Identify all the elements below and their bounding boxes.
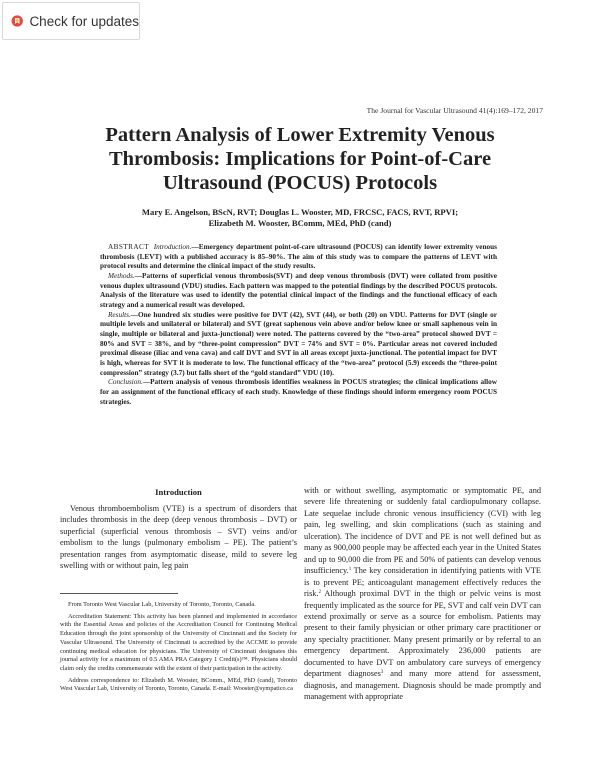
abstract-results-text: —One hundred six studies were positive for DVT (42), SVT (44), or both (20) on VDU. Patterns for DVT (single or multiple levels and unilateral or bilateral) and SVT (great saphenous vein above and/or below knee or small saphenous vein in single, multiple or bilateral and juxta-junctional) were noted. The patterns covered by the “two-area” protocol showed DVT = 80% and SVT = 38%, and by “three-point compression” DVT = 74% and SVT = 0%. Particular areas not covered included proximal disease (iliac and vena cava) and calf DVT and SVT in all areas except juxta-junctional. The potential impact for DVT is high, whereas for SVT it is moderate to low. The functional efficacy of the “two-area” protocol (5.9) exceeds the “three-point compression” strategy (3.7) but falls short of the “gold standard” VDU (10). bbox=[100, 310, 497, 377]
author-line: Elizabeth M. Wooster, BComm, MEd, PhD (cand) bbox=[208, 218, 392, 228]
abstract-methods-text: —Patterns of superficial venous thrombosis(SVT) and deep venous thrombosis (DVT) were collated from positive venous duplex ultrasound (VDU) studies. Each pattern was mapped to the potential findings by the described POCUS protocols. Analysis of the literature was used to identify the potential clinical impact of the findings and the functional efficacy of each strategy and a numerical result was developed. bbox=[100, 271, 497, 309]
accreditation-note: Accreditation Statement: This activity has been planned and implemented in accordance with the Essential Areas and policies of the Accreditation Council for Continuing Medical Education through the joint sponsorship of the University of Cincinnati and the Society for Vascular Ultrasound. The University of Cincinnati is accredited by the ACCME to provide continuing medical education for physicians. The University of Cincinnati designates this journal activity for a maximum of 0.5 AMA PRA Category 1 Credit(s)™. Physicians should claim only the credits commensurate with the extent of their participation in the activity. bbox=[60, 612, 297, 672]
check-for-updates-label: Check for updates bbox=[29, 13, 139, 29]
body-column-right bbox=[304, 485, 541, 703]
abstract bbox=[100, 243, 497, 407]
abstract-conclusion-text: —Pattern analysis of venous thrombosis identifies weakness in POCUS strategies; the clinical implications allow for an assignment of the functional efficacy of each study. Knowledge of these findings should inform emergency room POCUS strategies. bbox=[100, 378, 497, 406]
abstract-methods bbox=[100, 272, 497, 311]
abstract-methods-label: Methods. bbox=[108, 271, 135, 280]
abstract-intro-label: Introduction. bbox=[153, 243, 192, 251]
body-text: The key consideration in identifying patients with VTE is to prevent PE; anticoagulant management effectively reduces the risk. bbox=[304, 566, 541, 599]
title-line: Pattern Analysis of Lower Extremity Venous bbox=[105, 124, 495, 146]
article-title bbox=[60, 123, 540, 195]
abstract-conclusion bbox=[100, 378, 497, 407]
check-for-updates-badge[interactable] bbox=[2, 2, 140, 40]
title-line: Ultrasound (POCUS) Protocols bbox=[162, 172, 438, 194]
abstract-conclusion-label: Conclusion. bbox=[108, 378, 143, 387]
abstract-introduction bbox=[100, 243, 497, 272]
journal-citation: The Journal for Vascular Ultrasound 41(4):169–172, 2017 bbox=[366, 106, 543, 115]
check-for-updates-icon bbox=[11, 10, 23, 32]
reference-marker[interactable]: 3 bbox=[380, 670, 384, 676]
body-column-left bbox=[60, 503, 297, 572]
reference-marker[interactable]: 2 bbox=[318, 590, 322, 596]
footnote-divider bbox=[60, 593, 178, 594]
author-list bbox=[60, 207, 540, 229]
body-text: Although proximal DVT in the thigh or pelvic veins is most frequently implicated as the source for PE, SVT and calf vein DVT can extend proximally or serve as a source for embolism. Patients may present to their family physician or other primary care practitioner or any specialty practitioner. Many present primarily or by referral to an emergency department. Approximately 236,000 patients are documented to have DVT on ambulatory care surveys of emergency department diagnoses bbox=[304, 589, 541, 679]
abstract-heading: ABSTRACT bbox=[108, 243, 150, 251]
title-line: Thrombosis: Implications for Point-of-Care bbox=[108, 148, 492, 170]
reference-marker[interactable]: 1 bbox=[348, 567, 352, 573]
introduction-heading: Introduction bbox=[155, 487, 202, 497]
abstract-intro-text: —Emergency department point-of-care ultrasound (POCUS) can identify lower extremity venous thrombosis (LEVT) with a published accuracy is 85–90%. The aim of this study was to compare the patterns of LEVT with protocol results and determine the clinical impact of the study results. bbox=[100, 243, 498, 271]
footnotes bbox=[60, 601, 297, 697]
body-text: and many more attend for assessment, diagnosis, and management. Diagnosis should be made promptly and management with appropriate bbox=[304, 669, 541, 702]
abstract-results-label: Results. bbox=[108, 310, 131, 319]
intro-paragraph-continued bbox=[304, 485, 541, 703]
correspondence-note: Address correspondence to: Elizabeth M. Wooster, BComm., MEd, PhD (cand), Toronto West Vascular Lab, University of Toronto, Toronto, Canada. E-mail: Wooster@sympatico.ca bbox=[60, 676, 297, 693]
affiliation-note: From Toronto West Vascular Lab, University of Toronto, Toronto, Canada. bbox=[68, 601, 256, 608]
abstract-results bbox=[100, 311, 497, 379]
intro-paragraph: Venous thromboembolism (VTE) is a spectrum of disorders that includes thrombosis in the deep (deep venous thrombosis – DVT) or superficial (superficial venous thrombosis – SVT) veins and/or embolism to the lungs (pulmonary embolism – PE). The patient’s presentation ranges from asymptomatic disease, mild to severe leg swelling with or without pain, leg pain bbox=[60, 504, 297, 571]
body-text: with or without swelling, asymptomatic or symptomatic PE, and severe life threatening or suddenly fatal cardiopulmonary collapse. Late sequelae include chronic venous insufficiency (CVI) with leg pain, leg swelling, and skin complications (such as staining and ulceration). The incidence of DVT and PE is not well defined but as many as 900,000 people may be affected each year in the United States and up to 90,000 die from PE and 50% of patients can develop venous insufficiency. bbox=[304, 486, 541, 576]
author-line: Mary E. Angelson, BScN, RVT; Douglas L. Wooster, MD, FRCSC, FACS, RVT, RPVI; bbox=[141, 207, 459, 217]
